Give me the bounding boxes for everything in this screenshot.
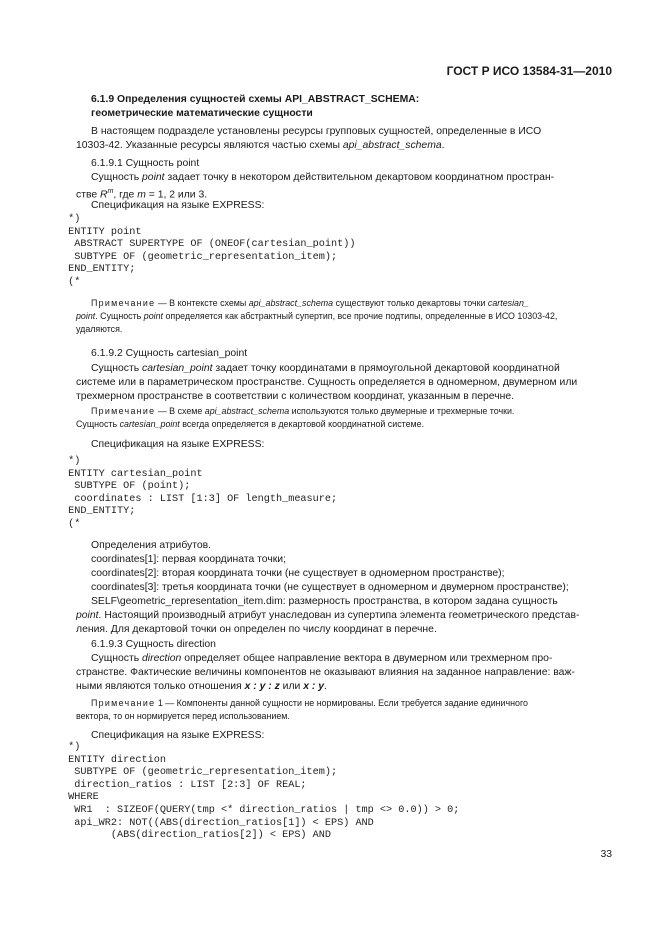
direction-note-line-2: вектора, то он нормируется перед использованием. <box>76 711 290 721</box>
cartesian-spec-label: Спецификация на языке EXPRESS: <box>91 439 265 450</box>
intro-line-2: 10303-42. Указанные ресурсы являются частью схемы api_abstract_schema. <box>76 140 445 151</box>
point-note-line-3: удаляются. <box>76 324 123 334</box>
cartesian-note-line-2: Сущность cartesian_point всегда определяется в декартовой координатной системе. <box>76 419 425 429</box>
attribute-coord-2: coordinates[2]: вторая координата точки (не существует в одномерном пространстве); <box>91 568 505 579</box>
direction-desc-3: ными являются только отношения x : y : z или x : y. <box>76 681 327 692</box>
point-note-line-1: Примечание — В контексте схемы api_abstract_schema существуют только декартовы точки cartesian_ <box>91 298 529 308</box>
cartesian-express-code: *) ENTITY cartesian_point SUBTYPE OF (point); coordinates : LIST [1:3] OF length_measure; END_ENTITY; (* <box>68 456 338 530</box>
direction-heading: 6.1.9.3 Сущность direction <box>91 639 216 650</box>
attribute-dim: SELF\geometric_representation_item.dim: размерность пространства, в котором задана сущность <box>91 596 558 607</box>
attribute-dim-cont-1: point. Настоящий производный атрибут унаследован из супертипа элемента геометрического представ- <box>76 610 580 621</box>
cartesian-heading: 6.1.9.2 Сущность cartesian_point <box>91 348 248 359</box>
point-desc-2: стве $R^m$, где m = 1, 2 или 3. <box>76 188 208 201</box>
point-desc-1: Сущность point задает точку в некотором действительном декартовом координатном простран- <box>91 172 555 183</box>
direction-express-code: *) ENTITY direction SUBTYPE OF (geometric_representation_item); direction_ratios : LIST [2:3] OF REAL; WHERE WR1 : SIZEOF(QUERY(tmp <* direction_ratios | tmp <> 0.0)) > 0; api_WR2: NOT((ABS(direction_ratios[1]) < EPS) AND (ABS(direction_ratios[2]) < EPS) AND <box>68 742 460 842</box>
direction-spec-label: Спецификация на языке EXPRESS: <box>91 730 265 741</box>
page-number: 33 <box>600 849 612 860</box>
point-note-line-2: point. Сущность point определяется как абстрактный супертип, все прочие подтипы, определенные в ИСО 10303-42, <box>76 311 558 321</box>
point-heading: 6.1.9.1 Сущность point <box>91 158 200 169</box>
attribute-dim-cont-2: ления. Для декартовой точки он определен по числу координат в перечне. <box>76 624 437 635</box>
direction-desc-2: странстве. Фактические величины компонентов не оказывают влияния на заданное направление: важ- <box>76 667 575 678</box>
cartesian-desc-1: Сущность cartesian_point задает точку координатами в прямоугольной декартовой координатной <box>91 363 560 374</box>
cartesian-desc-3: трехмерном пространстве в соответствии с количеством координат, указанным в перечне. <box>76 391 515 402</box>
point-spec-label: Спецификация на языке EXPRESS: <box>91 200 265 211</box>
direction-desc-1: Сущность direction определяет общее направление вектора в двумерном или трехмерном про- <box>91 653 553 664</box>
attributes-title: Определения атрибутов. <box>91 540 212 551</box>
standard-header: ГОСТ Р ИСО 13584-31—2010 <box>446 64 612 78</box>
attribute-coord-3: coordinates[3]: третья координата точки (не существует в одномерном и двумерном пространстве); <box>91 582 569 593</box>
cartesian-desc-2: системе или в параметрическом пространстве. Сущность определяется в одномерном, двумерном или <box>76 377 578 388</box>
section-title: 6.1.9 Определения сущностей схемы API_ABSTRACT_SCHEMA: <box>91 94 420 105</box>
point-express-code: *) ENTITY point ABSTRACT SUPERTYPE OF (ONEOF(cartesian_point)) SUBTYPE OF (geometric_representation_item); END_ENTITY; (* <box>68 214 356 288</box>
attribute-coord-1: coordinates[1]: первая координата точки; <box>91 554 286 565</box>
section-subtitle: геометрические математические сущности <box>91 108 313 119</box>
cartesian-note-line-1: Примечание — В схеме api_abstract_schema используются только двумерные и трехмерные точки. <box>91 406 515 416</box>
direction-note-line-1: Примечание 1 — Компоненты данной сущности не нормированы. Если требуется задание единичного <box>91 698 528 708</box>
intro-line-1: В настоящем подразделе установлены ресурсы групповых сущностей, определенные в ИСО <box>91 126 542 137</box>
